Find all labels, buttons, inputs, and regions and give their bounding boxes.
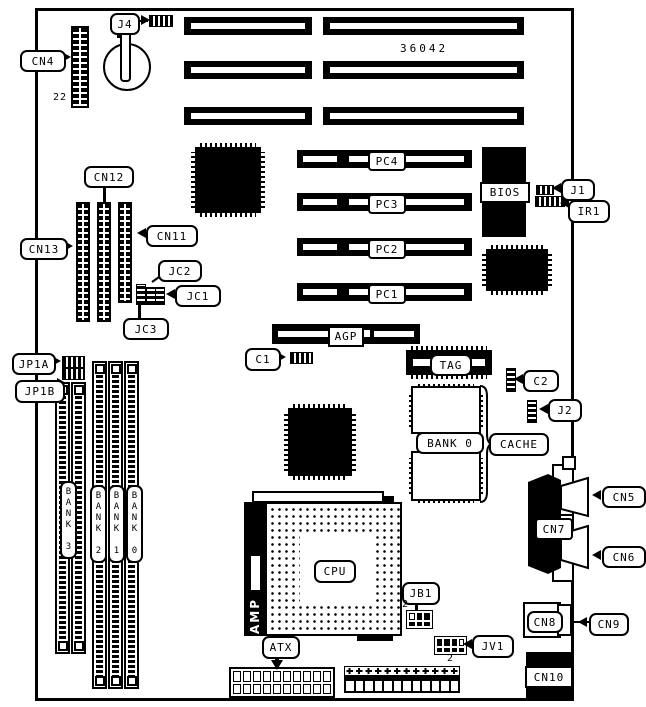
cpu-label: CPU [314, 560, 356, 583]
at-power-connector [344, 679, 460, 693]
jb1-jumper-block [406, 610, 433, 629]
jp1a-callout: JP1A [12, 353, 56, 375]
chipset-chip [288, 408, 352, 476]
isa-slot [184, 107, 312, 125]
isa-slot [323, 61, 524, 79]
j2-callout: J2 [548, 399, 582, 422]
isa-slot [323, 107, 524, 125]
isa-slot [184, 17, 312, 35]
tag-label: TAG [430, 354, 472, 376]
part-number: 36042 [400, 42, 449, 55]
cn12-callout: CN12 [84, 166, 134, 188]
cn9-callout: CN9 [589, 613, 629, 636]
cn6-callout: CN6 [602, 546, 646, 568]
ir1-callout: IR1 [568, 200, 610, 223]
jc3-callout: JC3 [123, 318, 169, 340]
cn7-label: CN7 [535, 518, 573, 540]
bank3-label: BANK 3 [60, 481, 77, 559]
cn13-callout: CN13 [20, 238, 68, 260]
cn10-label: CN10 [525, 666, 573, 688]
isa-slot [323, 17, 524, 35]
jb1-pin2: 2 [402, 599, 410, 610]
atx-connector [229, 667, 335, 698]
jv1-pin2: 2 [447, 653, 455, 664]
amp-text: AMP [248, 597, 262, 634]
battery-post [120, 32, 131, 82]
cache-chip [411, 451, 481, 501]
bank2-label: BANK 2 [90, 485, 107, 563]
c2-callout: C2 [523, 370, 559, 392]
cn5-serial-port [560, 477, 590, 517]
cn13-header [76, 202, 90, 322]
amp-window [250, 555, 261, 591]
jc1-jumper [155, 287, 165, 305]
bank0-cache-label: BANK 0 [416, 432, 484, 454]
cn12-header [97, 202, 111, 322]
jc3-jumper [136, 284, 146, 305]
j2-jumper [527, 400, 537, 423]
cache-chip [411, 386, 481, 434]
io-post [562, 456, 576, 470]
socket-bottom-tab [357, 634, 393, 641]
cn11-callout: CN11 [146, 225, 198, 247]
bank0-label: BANK 0 [126, 485, 143, 563]
c1-callout: C1 [245, 348, 281, 371]
pc3-label: PC3 [368, 194, 406, 214]
cn4-header [71, 26, 89, 108]
isa-slot [184, 61, 312, 79]
jc1-callout: JC1 [175, 285, 221, 307]
cn4-callout: CN4 [20, 50, 66, 72]
jp1b-callout: JP1B [15, 380, 65, 403]
pc1-label: PC1 [368, 284, 406, 304]
jc2-callout: JC2 [158, 260, 202, 282]
c1-component [290, 352, 313, 364]
jp1a-jumpers [62, 356, 85, 368]
j4-callout: J4 [110, 13, 140, 35]
super-io-chip [486, 249, 548, 291]
cn8-label: CN8 [527, 611, 563, 633]
pc2-label: PC2 [368, 239, 406, 259]
j4-connector [149, 15, 173, 27]
io-chip [195, 147, 261, 213]
jv1-callout: JV1 [472, 635, 514, 658]
agp-label: AGP [328, 326, 364, 347]
cn4-pin22: 22 [53, 92, 68, 103]
cn11-header [118, 202, 132, 303]
pc4-label: PC4 [368, 151, 406, 171]
cn5-callout: CN5 [602, 486, 646, 508]
atx-callout: ATX [262, 636, 300, 659]
cache-callout: CACHE [489, 433, 549, 456]
j1-callout: J1 [561, 179, 595, 201]
jb1-callout: JB1 [402, 582, 440, 605]
bank1-label: BANK 1 [108, 485, 125, 563]
bios-label: BIOS [480, 182, 530, 203]
